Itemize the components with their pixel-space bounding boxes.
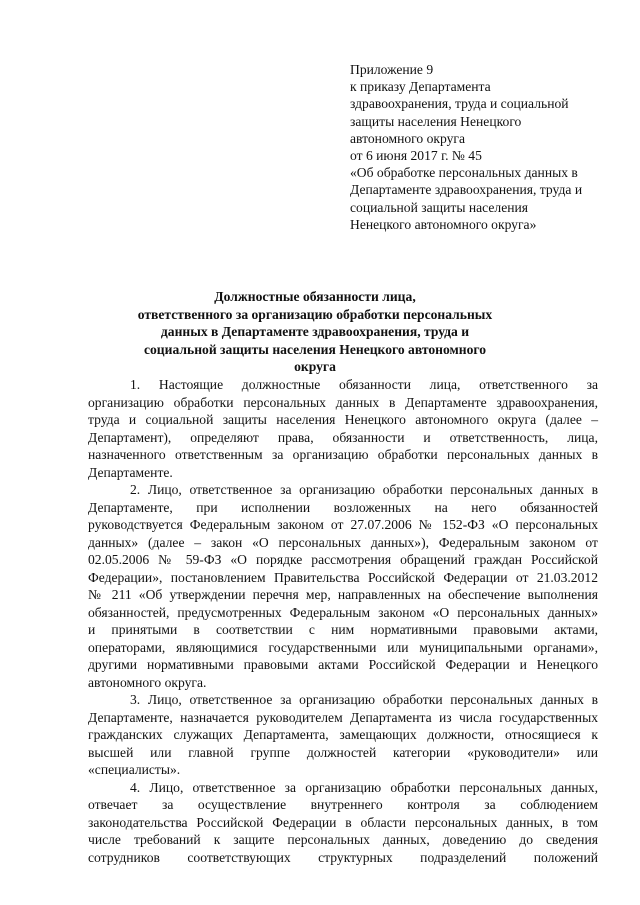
paragraph-line: труда и социальной защиты населения Ненецкого автономного округа (далее – — [88, 412, 598, 427]
paragraph-line: обязанностей, предусмотренных Федеральным законом «О персональных данных» — [88, 604, 598, 620]
paragraph-line: Федерации», постановлением Правительства Российской Федерации от 21.03.2012 — [88, 569, 598, 585]
paragraph-line: другими нормативными правовыми актами Российской Федерации и Ненецкого — [88, 657, 598, 672]
title-line: округа — [294, 359, 336, 375]
paragraph-line: «специалисты». — [88, 762, 181, 777]
paragraph-line: и принятыми в соответствии с ним нормативными правовыми актами, — [88, 622, 598, 637]
paragraph-line: назначенного ответственным за организацию обработки персональных данных в — [88, 447, 598, 462]
document-title — [115, 288, 515, 376]
title-line: данных в Департаменте здравоохранения, труда и — [160, 324, 470, 340]
document-body — [88, 376, 598, 866]
paragraph-line: гражданских служащих Департамента, замещающих должности, относящиеся к — [88, 727, 598, 742]
appendix-line: Приложение 9 — [350, 62, 434, 77]
paragraph-1 — [88, 376, 598, 481]
paragraph-line: 3. Лицо, ответственное за организацию обработки персональных данных в — [130, 692, 598, 707]
appendix-line: Департаменте здравоохранения, труда и — [350, 182, 583, 198]
appendix-line: защиты населения Ненецкого — [350, 113, 522, 129]
appendix-line: здравоохранения, труда и социальной — [350, 96, 569, 112]
paragraph-line: высшей или главной группе должностей категории «руководители» или — [88, 744, 598, 760]
paragraph-2 — [88, 481, 598, 691]
appendix-line: «Об обработке персональных данных в — [350, 165, 578, 181]
paragraph-line: отвечает за осуществление внутреннего контроля за соблюдением — [88, 797, 598, 812]
title-line: социальной защиты населения Ненецкого автономного — [143, 341, 487, 357]
paragraph-line: 1. Настоящие должностные обязанности лица, ответственного за — [130, 377, 598, 392]
paragraph-line: 2. Лицо, ответственное за организацию обработки персональных данных в — [130, 482, 598, 497]
paragraph-line: 4. Лицо, ответственное за организацию обработки персональных данных, — [130, 779, 598, 795]
appendix-line: социальной защиты населения — [350, 199, 529, 215]
paragraph-line: числе требований к защите персональных данных, доведению до сведения — [88, 832, 598, 847]
appendix-line: Ненецкого автономного округа» — [350, 216, 537, 232]
paragraph-line: автономного округа. — [88, 674, 207, 690]
paragraph-line: Департамент), определяют права, обязанности и ответственность, лица, — [88, 429, 598, 445]
paragraph-line: 02.05.2006 № 59-ФЗ «О порядке рассмотрения обращений граждан Российской — [88, 552, 598, 567]
paragraph-line: законодательства Российской Федерации в области персональных данных, в том — [88, 814, 598, 830]
paragraph-line: Департаменте, при исполнении возложенных на него обязанностей — [88, 499, 598, 515]
title-line: Должностные обязанности лица, — [214, 289, 416, 304]
appendix-line: от 6 июня 2017 г. № 45 — [350, 148, 482, 164]
paragraph-4 — [88, 779, 598, 867]
paragraph-line: № 211 «Об утверждении перечня мер, направленных на обеспечение выполнения — [88, 587, 598, 602]
paragraph-line: операторами, являющимися государственными или муниципальными органами», — [88, 639, 598, 655]
paragraph-3 — [88, 691, 598, 779]
title-line: ответственного за организацию обработки персональных — [137, 306, 493, 322]
paragraph-line: Департаменте. — [88, 464, 173, 480]
paragraph-line: руководствуется Федеральным законом от 27.07.2006 № 152-ФЗ «О персональных — [88, 517, 598, 532]
appendix-header — [350, 61, 610, 233]
paragraph-line: сотрудников соответствующих структурных подразделений положений — [88, 849, 598, 865]
paragraph-line: данных» (далее – закон «О персональных данных»), Федеральным законом от — [88, 534, 598, 550]
appendix-line: к приказу Департамента — [350, 79, 491, 95]
paragraph-line: организацию обработки персональных данных в Департаменте здравоохранения, — [88, 394, 598, 410]
appendix-line: автономного округа — [350, 130, 466, 146]
paragraph-line: Департаменте, назначается руководителем Департамента из числа государственных — [88, 709, 598, 725]
